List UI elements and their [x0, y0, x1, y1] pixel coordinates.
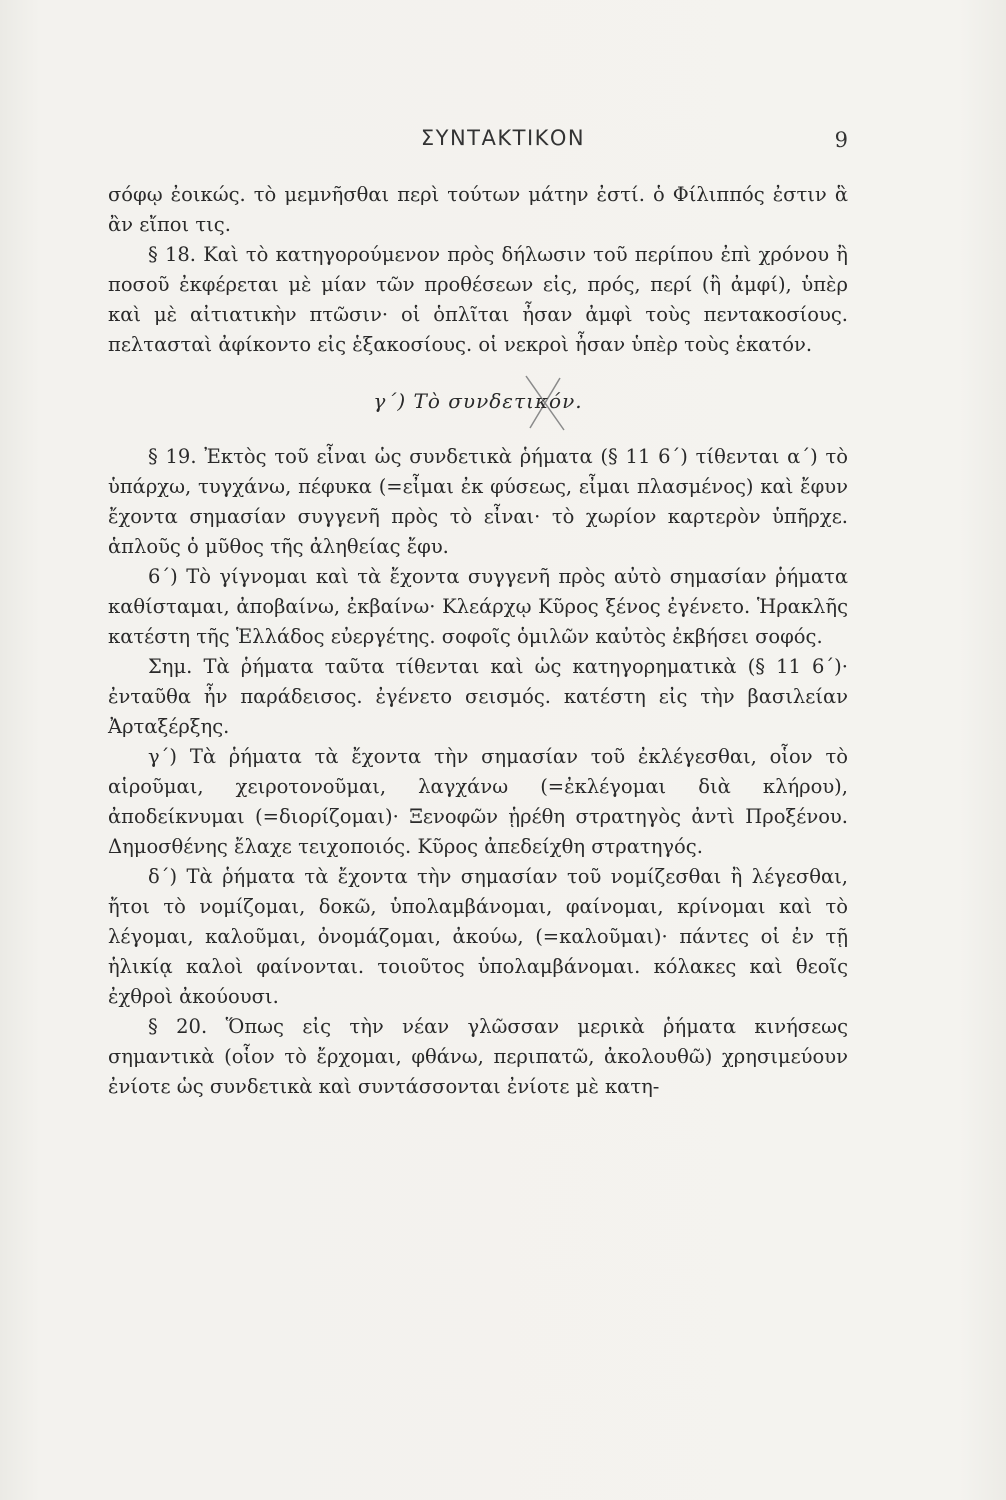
paragraph-note: Σημ. Τὰ ῥήματα ταῦτα τίθενται καὶ ὡς κατηγορηματικὰ (§ 11 6΄)· ἐνταῦθα ἦν παράδεισος. ἐγένετο σεισμός. κατέστη εἰς τὴν βασιλείαν Ἀρταξέρξης. [108, 655, 848, 738]
paragraph-section-20: § 20. Ὅπως εἰς τὴν νέαν γλῶσσαν μερικὰ ῥήματα κινήσεως σημαντικὰ (οἷον τὸ ἔρχομαι, φθάνω, περιπατῶ, ἀκολουθῶ) χρησιμεύουν ἐνίοτε ὡς συνδετικὰ καὶ συντάσσονται ἐνίοτε μὲ κατη- [108, 1015, 848, 1098]
paragraph-section-18: § 18. Καὶ τὸ κατηγορούμενον πρὸς δήλωσιν τοῦ περίπου ἐπὶ χρόνου ἢ ποσοῦ ἐκφέρεται μὲ μίαν τῶν προθέσεων εἰς, πρός, περί (ἢ ἀμφί), ὑπὲρ καὶ μὲ αἰτιατικὴν πτῶσιν· οἱ ὁπλῖται ἦσαν ἀμφὶ τοὺς πεντακοσίους. πελτασταὶ ἀφίκοντο εἰς ἑξακοσίους. οἱ νεκροὶ ἦσαν ὑπὲρ τοὺς ἑκατόν. [108, 243, 848, 356]
running-head [0, 126, 1006, 158]
paragraph-item-d: δ΄) Τὰ ῥήματα τὰ ἔχοντα τὴν σημασίαν τοῦ νομίζεσθαι ἢ λέγεσθαι, ἤτοι τὸ νομίζομαι, δοκῶ, ὑπολαμβάνομαι, φαίνομαι, κρίνομαι καὶ τὸ λέγομαι, καλοῦμαι, ὀνομάζομαι, ἀκούω, (=καλοῦμαι)· πάντες οἱ ἐν τῇ ἡλικίᾳ καλοὶ φαίνονται. τοιοῦτος ὑπολαμβάνομαι. κόλακες καὶ θεοῖς ἐχθροὶ ἀκούουσι. [108, 865, 848, 1008]
paragraph-item-c: γ΄) Τὰ ῥήματα τὰ ἔχοντα τὴν σημασίαν τοῦ ἐκλέγεσθαι, οἷον τὸ αἱροῦμαι, χειροτονοῦμαι, λαγχάνω (=ἐκλέγομαι διὰ κλήρου), ἀποδείκνυμαι (=διορίζομαι)· Ξενοφῶν ᾑρέθη στρατηγὸς ἀντὶ Προξένου. Δημοσθένης ἔλαχε τειχοποιός. Κῦρος ἀπεδείχθη στρατηγός. [108, 745, 848, 858]
running-title: ΣΥΝΤΑΚΤΙΚΟΝ [420, 126, 586, 150]
spacer [108, 416, 848, 442]
paragraph-section-19: § 19. Ἐκτὸς τοῦ εἶναι ὡς συνδετικὰ ῥήματα (§ 11 6΄) τίθενται α΄) τὸ ὑπάρχω, τυγχάνω, πέφυκα (=εἶμαι ἐκ φύσεως, εἶμαι πλασμένος) καὶ ἔφυν ἔχοντα σημασίαν συγγενῆ πρὸς τὸ εἶναι· τὸ χωρίον καρτερὸν ὑπῆρχε. ἁπλοῦς ὁ μῦθος τῆς ἀληθείας ἔφυ. [108, 445, 848, 558]
paragraph-continuation: σόφῳ ἐοικώς. τὸ μεμνῆσθαι περὶ τούτων μάτην ἐστί. ὁ Φίλιππός ἐστιν ἃ ἂν εἴποι τις. [108, 183, 848, 236]
page-number: 9 [834, 128, 848, 152]
paragraph-item-b: 6΄) Τὸ γίγνομαι καὶ τὰ ἔχοντα συγγενῆ πρὸς αὐτὸ σημασίαν ῥήματα καθίσταμαι, ἀποβαίνω, ἐκβαίνω· Κλεάρχῳ Κῦρος ξένος ἐγένετο. Ἡρακλῆς κατέστη τῆς Ἑλλάδος εὐεργέτης. σοφοῖς ὁμιλῶν καὐτὸς ἐκβήσει σοφός. [108, 565, 848, 648]
text-block [108, 180, 848, 1102]
subheading-syndetikon: γ΄) Τὸ συνδετικόν. [373, 389, 583, 413]
spacer [108, 360, 848, 386]
